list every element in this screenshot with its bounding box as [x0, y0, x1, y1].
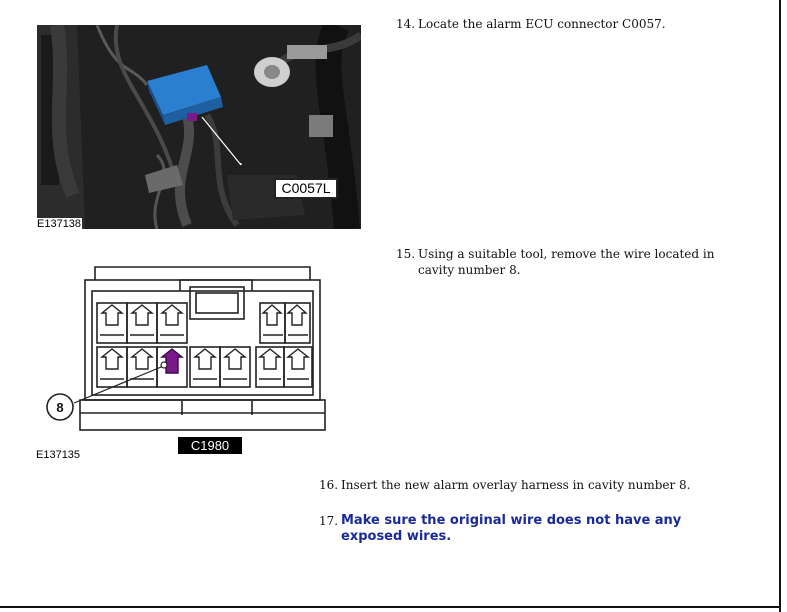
- step-number: 16.: [319, 478, 339, 492]
- diagram-image-id: E137135: [36, 449, 81, 461]
- cavity-8-highlight: [162, 349, 182, 373]
- page-border-right: [779, 0, 781, 612]
- step-text: Locate the alarm ECU connector C0057.: [418, 17, 666, 31]
- step-number: 14.: [396, 17, 416, 31]
- step-number: 15.: [396, 247, 416, 261]
- step-text: Using a suitable tool, remove the wire located in cavity number 8.: [418, 247, 715, 277]
- step-text-emphasis: Make sure the original wire does not have any exposed wires.: [341, 513, 682, 544]
- connector-label-c1980: C1980: [178, 437, 242, 454]
- connector-callout-c0057l: C0057L: [274, 178, 338, 199]
- page-border-bottom: [0, 606, 781, 608]
- step-text: Insert the new alarm overlay harness in cavity number 8.: [341, 478, 691, 492]
- cavity-callout-number: 8: [56, 400, 64, 415]
- alarm-ecu-photo: [37, 25, 361, 229]
- photo-image-id: E137138: [37, 218, 82, 230]
- step-number: 17.: [319, 514, 339, 528]
- connector-diagram: [40, 255, 340, 460]
